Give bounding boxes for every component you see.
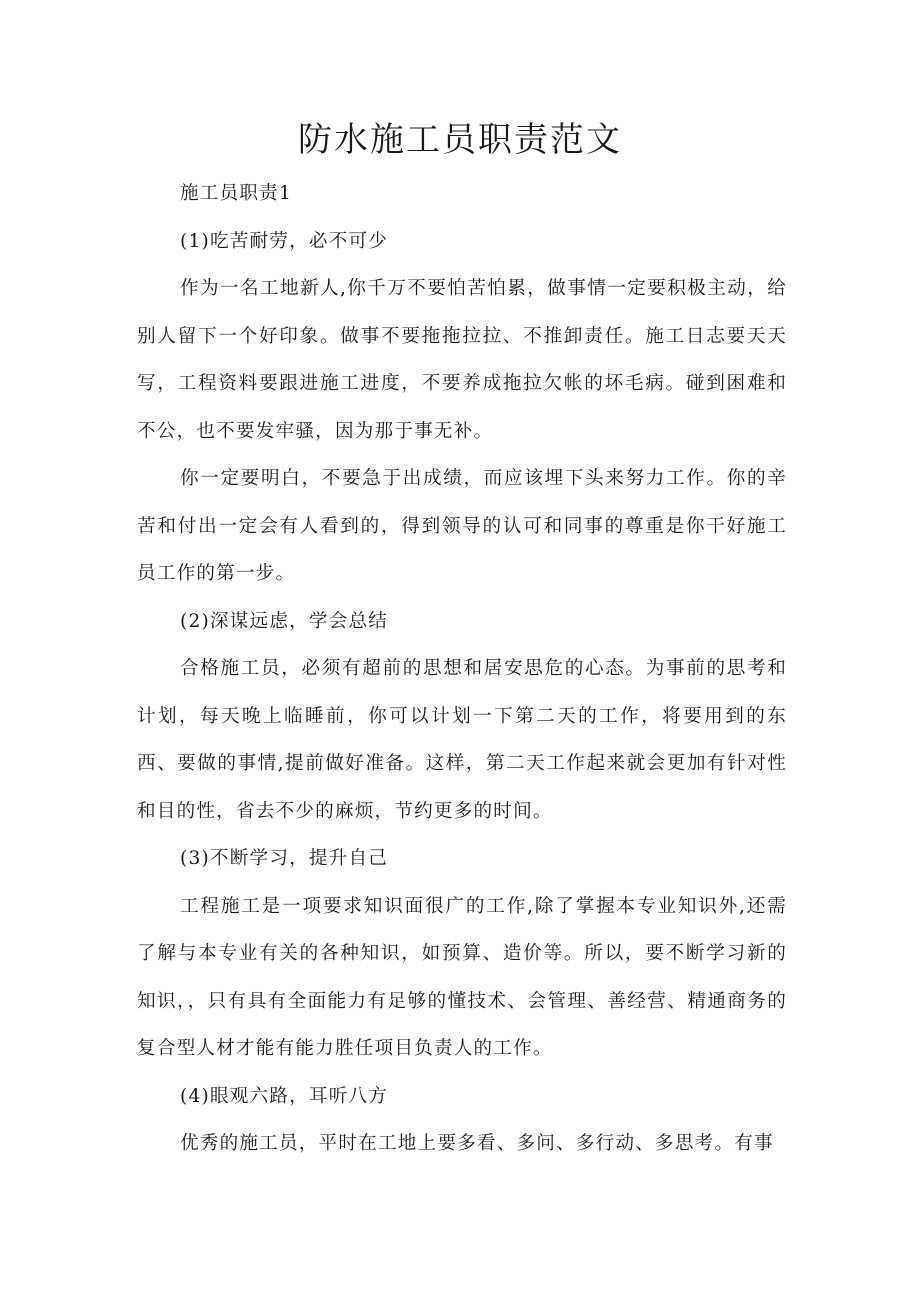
- paragraph-5: 优秀的施工员，平时在工地上要多看、多问、多行动、多思考。有事: [180, 1133, 774, 1154]
- document-title: 防水施工员职责范文: [298, 120, 622, 160]
- paragraph-2: 你一定要明白，不要急于出成绩，而应该埋下头来努力工作。你的辛苦和付出一定会有人看到的，得到领导的认可和同事的尊重是你干好施工员工作的第一步。: [137, 468, 787, 584]
- subheading-4: (4)眼观六路，耳听八方: [180, 1085, 389, 1107]
- subheading-3: (3)不断学习，提升自己: [180, 848, 389, 869]
- subheading-1: (1)吃苦耐劳，必不可少: [180, 230, 389, 252]
- document-body: [137, 170, 787, 1168]
- paragraph-1: 作为一名工地新人,你千万不要怕苦怕累，做事情一定要积极主动，给别人留下一个好印象。做事不要拖拖拉拉、不推卸责任。施工日志要天天写，工程资料要跟进施工进度，不要养成拖拉欠帐的坏毛病。碰到困难和不公，也不要发牢骚，因为那于事无补。: [137, 278, 787, 442]
- paragraph-4: 工程施工是一项要求知识面很广的工作,除了掌握本专业知识外,还需了解与本专业有关的各种知识，如预算、造价等。所以，要不断学习新的知识，，只有具有全面能力有足够的懂技术、会管理、善经营、精通商务的复合型人材才能有能力胜任项目负责人的工作。: [137, 895, 787, 1059]
- section-title: 施工员职责1: [180, 183, 292, 204]
- subheading-2: (2)深谋远虑，学会总结: [180, 610, 389, 632]
- paragraph-3: 合格施工员，必须有超前的思想和居安思危的心态。为事前的思考和计划，每天晚上临睡前，你可以计划一下第二天的工作，将要用到的东西、要做的事情,提前做好准备。这样，第二天工作起来就会更加有针对性和目的性，省去不少的麻烦，节约更多的时间。: [137, 658, 787, 822]
